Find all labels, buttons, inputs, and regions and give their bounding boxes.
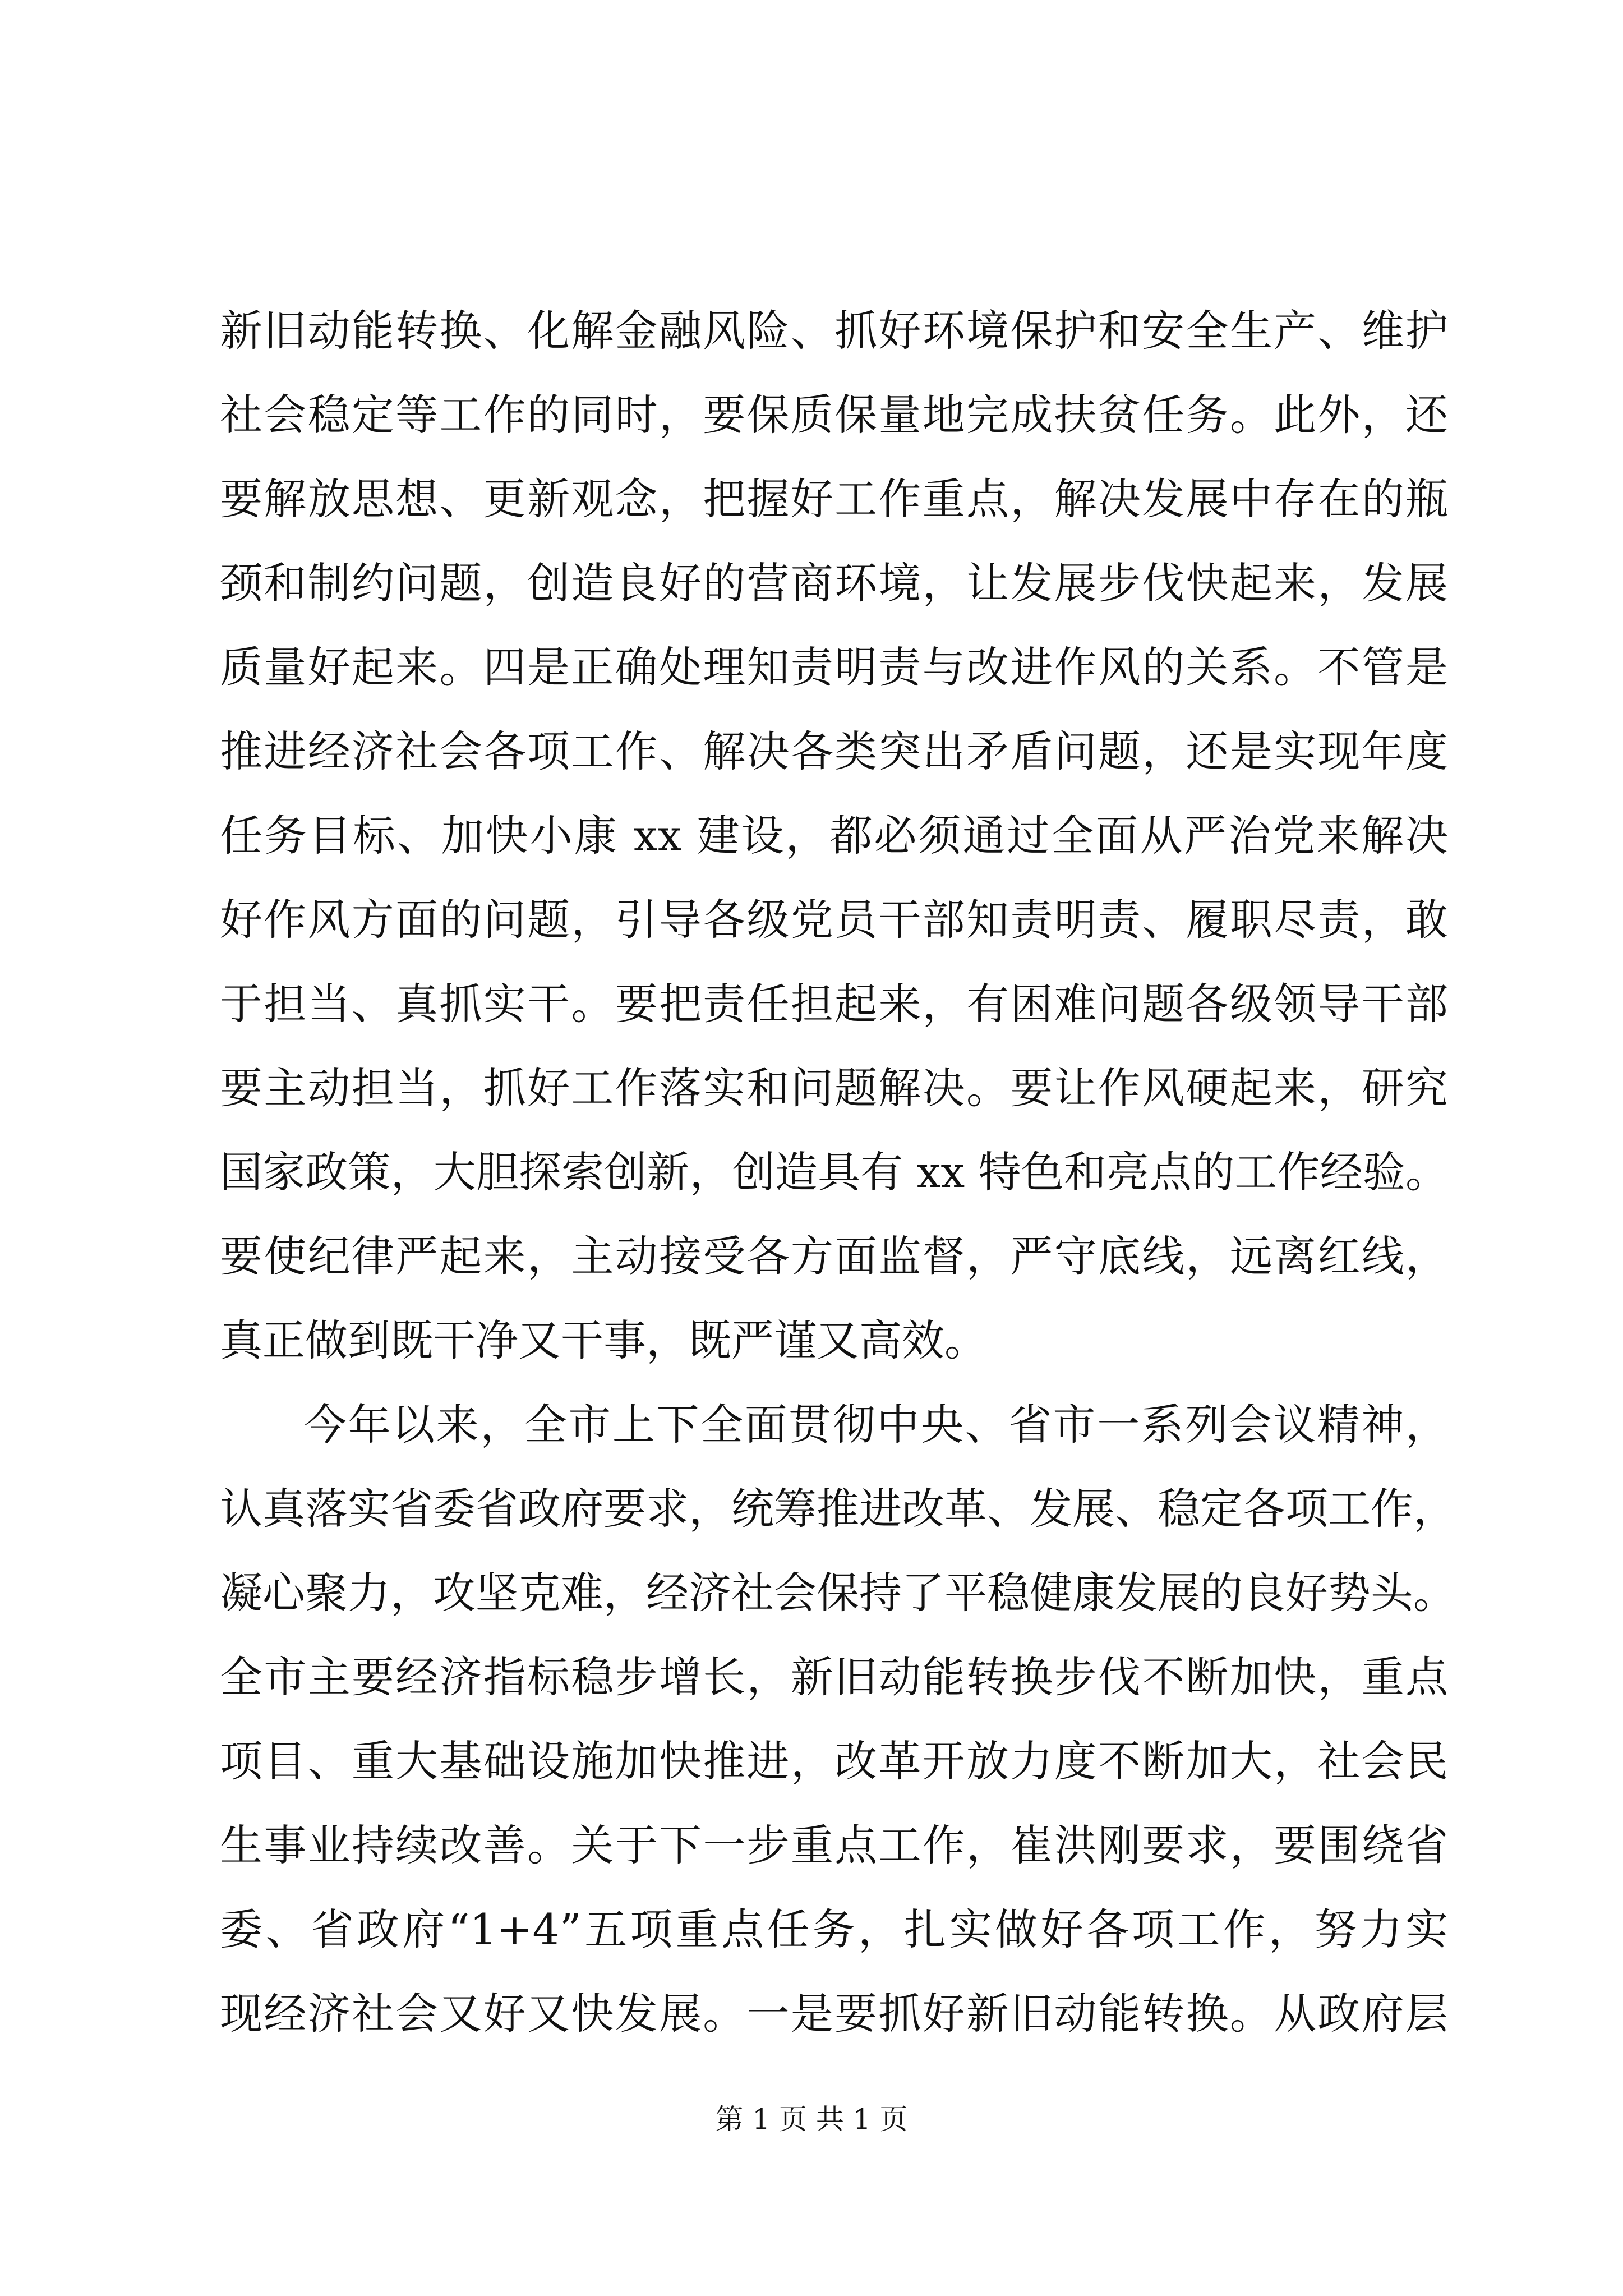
text-line: 要解放思想、更新观念，把握好工作重点，解决发展中存在的瓶: [220, 474, 1448, 524]
text-line: 全市主要经济指标稳步增长，新旧动能转换步伐不断加快，重点: [220, 1652, 1448, 1702]
text-line: 颈和制约问题，创造良好的营商环境，让发展步伐快起来，发展: [220, 558, 1448, 608]
text-line: 推进经济社会各项工作、解决各类突出矛盾问题，还是实现年度: [220, 726, 1448, 776]
text-line: 认真落实省委省政府要求，统筹推进改革、发展、稳定各项工作，: [220, 1484, 1456, 1534]
text-line: 今年以来，全市上下全面贯彻中央、省市一系列会议精神，: [304, 1400, 1448, 1450]
text-line: 真正做到既干净又干事，既严谨又高效。: [220, 1315, 987, 1365]
text-line: 项目、重大基础设施加快推进，改革开放力度不断加大，社会民: [220, 1736, 1448, 1786]
text-line: 现经济社会又好又快发展。一是要抓好新旧动能转换。从政府层: [220, 1989, 1448, 2039]
text-line: 质量好起来。四是正确处理知责明责与改进作风的关系。不管是: [220, 642, 1448, 692]
page-number-footer: 第 1 页 共 1 页: [715, 2103, 908, 2136]
text-line: 凝心聚力，攻坚克难，经济社会保持了平稳健康发展的良好势头。: [220, 1568, 1456, 1618]
text-line: 社会稳定等工作的同时，要保质保量地完成扶贫任务。此外，还: [220, 390, 1448, 440]
text-line: 要主动担当，抓好工作落实和问题解决。要让作风硬起来，研究: [220, 1063, 1448, 1113]
text-line: 任务目标、加快小康 xx 建设，都必须通过全面从严治党来解决: [220, 811, 1448, 861]
text-line: 新旧动能转换、化解金融风险、抓好环境保护和安全生产、维护: [220, 306, 1448, 356]
text-line: 国家政策，大胆探索创新，创造具有 xx 特色和亮点的工作经验。: [220, 1147, 1448, 1197]
text-line: 要使纪律严起来，主动接受各方面监督，严守底线，远离红线，: [220, 1231, 1448, 1281]
text-line: 好作风方面的问题，引导各级党员干部知责明责、履职尽责，敢: [220, 895, 1448, 945]
text-line: 于担当、真抓实干。要把责任担起来，有困难问题各级领导干部: [220, 979, 1448, 1029]
text-line: 委、省政府“1+4”五项重点任务，扎实做好各项工作，努力实: [220, 1904, 1448, 1954]
text-line: 生事业持续改善。关于下一步重点工作，崔洪刚要求，要围绕省: [220, 1820, 1448, 1870]
